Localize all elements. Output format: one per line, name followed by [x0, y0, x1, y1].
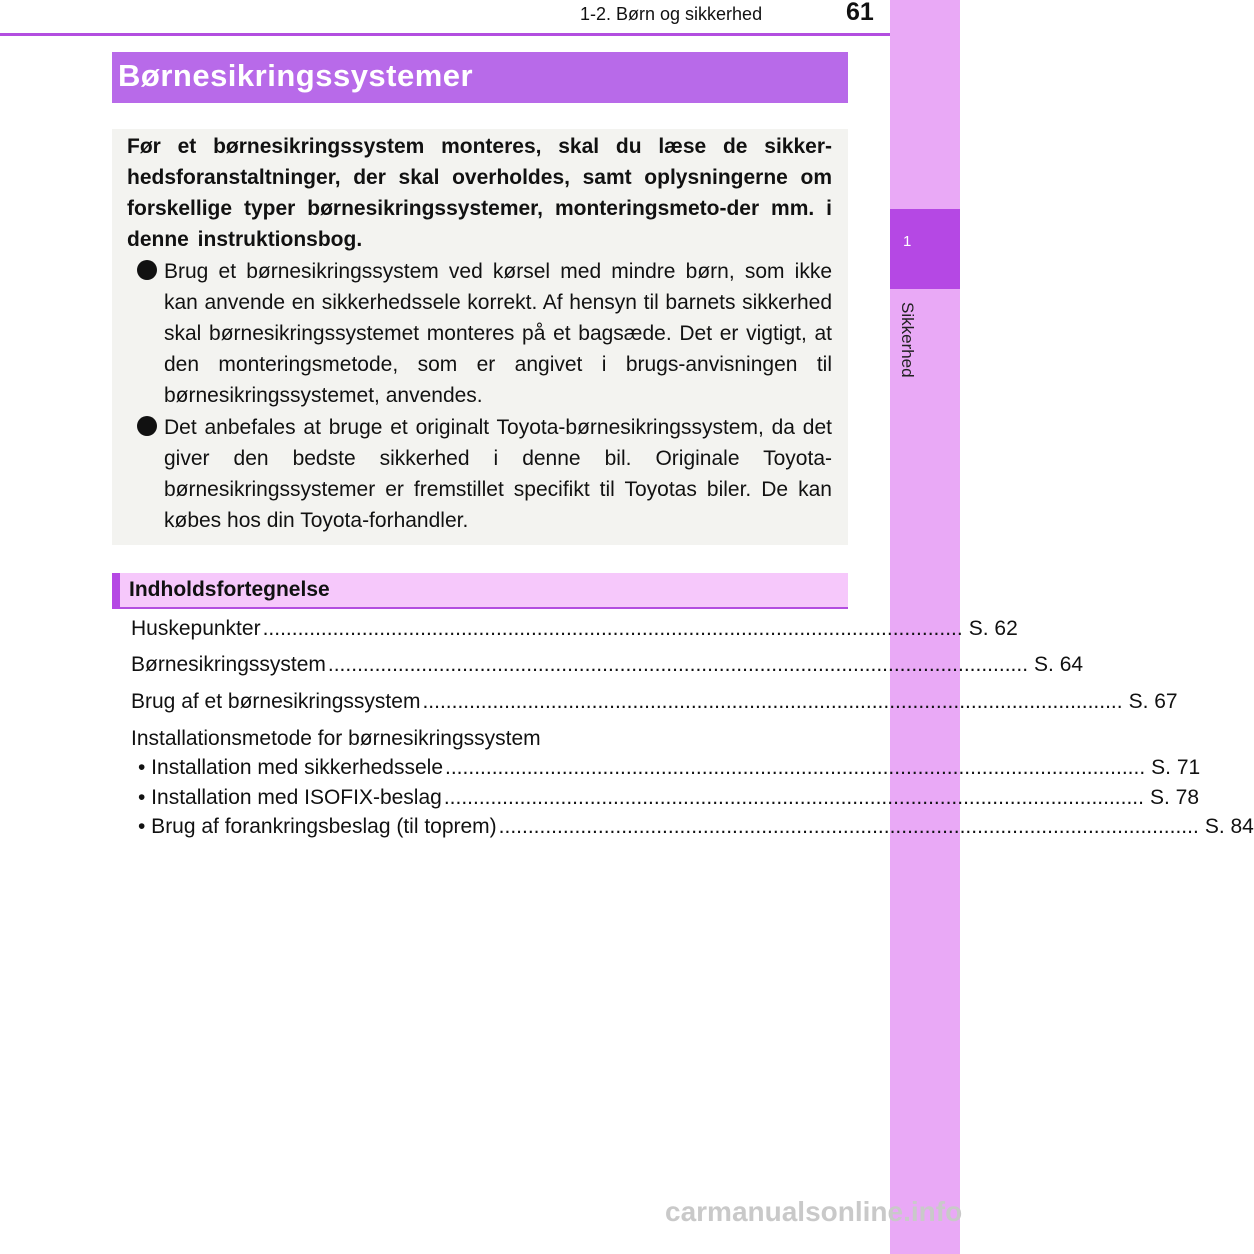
bullet-text: Det anbefales at bruge et originalt Toyota-børnesikringssystem, da det giver den bedste sikkerhed i denne bil. Originale Toyota-børnesikringssystemer er fremstillet specifikt til Toyotas biler. De kan købes hos din Toyota-forhandler.: [164, 416, 832, 532]
toc-entry-page: S. 78: [1149, 786, 1200, 809]
toc-entry[interactable]: [131, 653, 1084, 681]
page-number: 61: [846, 0, 874, 26]
toc-sub-entry[interactable]: [138, 815, 1254, 843]
section-heading: 1-2. Børn og sikkerhed: [580, 4, 763, 24]
bullet-text: Brug et børnesikringssystem ved kørsel med mindre børn, som ikke kan anvende en sikkerhedssele korrekt. Af hensyn til barnets sikkerhed skal børnesikringssystemet monteres på et bagsæde. Det er vigtigt, at den monteringsmetode, som er angivet i brugs-anvisningen til børnesikringssystemet, anvendes.: [164, 260, 832, 407]
chapter-number: 1: [903, 233, 912, 250]
toc-leader: ........................................................................................................................: [445, 756, 1146, 779]
toc-leader: ........................................................................................................................: [498, 815, 1199, 838]
toc-entry-label: • Brug af forankringsbeslag (til toprem): [138, 815, 497, 838]
toc-entry-label: • Installation med ISOFIX-beslag: [138, 786, 442, 809]
toc-entry-label: Huskepunkter: [131, 617, 261, 640]
toc-title: Indholdsfortegnelse: [129, 578, 330, 601]
page-title: Børnesikringssystemer: [118, 58, 474, 93]
chapter-label: Sikkerhed: [898, 302, 917, 378]
toc-entry[interactable]: [131, 617, 1018, 645]
toc-entry-page: S. 62: [968, 617, 1018, 640]
toc-sub-entry[interactable]: [138, 786, 1200, 814]
intro-bullet: [127, 412, 832, 536]
toc-entry-label: Børnesikringssystem: [131, 653, 326, 676]
toc-leader: ........................................................................................................................: [443, 786, 1144, 809]
toc-leader: ........................................................................................................................: [327, 653, 1029, 676]
toc-entry-label: Brug af et børnesikringssystem: [131, 690, 421, 713]
bullet-icon: [137, 416, 157, 436]
bullet-icon: [137, 260, 157, 280]
toc-entry[interactable]: [131, 690, 1178, 718]
toc-entry-label: • Installation med sikkerhedssele: [138, 756, 444, 779]
header-rule: [0, 33, 890, 36]
toc-leader: ........................................................................................................................: [262, 617, 963, 640]
toc-entry-page: S. 64: [1034, 653, 1084, 676]
toc-group-label: Installationsmetode for børnesikringssystem: [131, 727, 541, 750]
toc-leader: ........................................................................................................................: [422, 690, 1123, 713]
intro-bullet: [127, 256, 832, 411]
intro-lead: Før et børnesikringssystem monteres, skal du læse de sikker-hedsforanstaltninger, der skal overholdes, samt oplysningerne om forskellige typer børnesikringssystemer, monteringsmeto-der mm. i denne instruktionsbog.: [127, 135, 832, 251]
toc-header-accent: [112, 573, 120, 609]
watermark: carmanualsonline.info: [665, 1196, 963, 1227]
toc-entry-page: S. 71: [1151, 756, 1201, 779]
toc-entry-page: S. 67: [1128, 690, 1178, 713]
toc-sub-entry[interactable]: [138, 756, 1201, 784]
toc-entry-page: S. 84: [1204, 815, 1254, 838]
chapter-tab[interactable]: [890, 209, 960, 289]
